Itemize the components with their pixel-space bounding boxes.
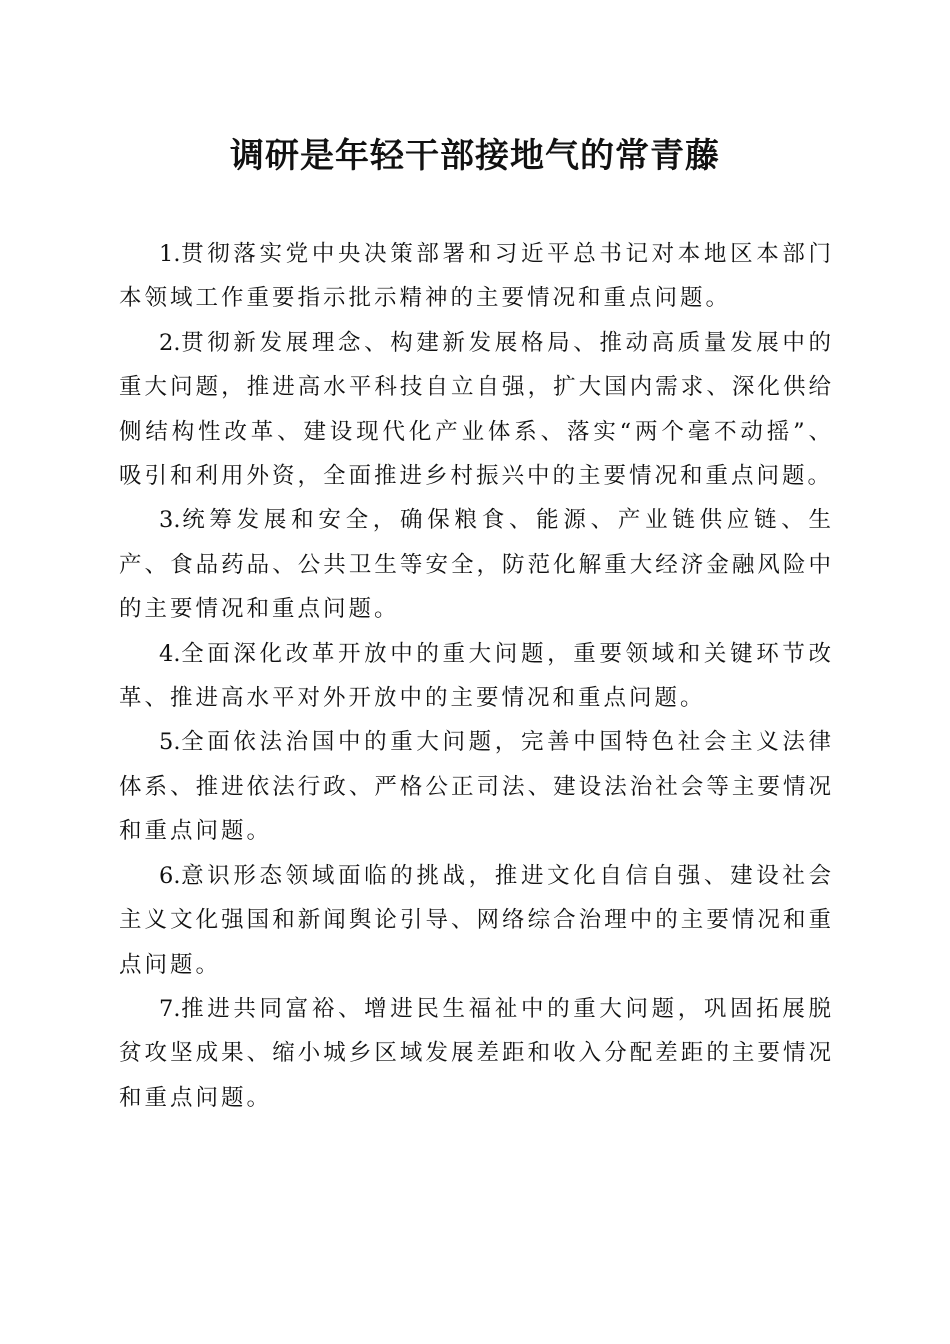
list-item bbox=[119, 854, 834, 987]
list-item bbox=[119, 321, 834, 499]
list-item bbox=[119, 632, 834, 721]
document-body bbox=[119, 232, 834, 1120]
list-item bbox=[119, 498, 834, 631]
item-number: 5. bbox=[159, 729, 181, 756]
list-item bbox=[119, 720, 834, 853]
document-title: 调研是年轻干部接地气的常青藤 bbox=[230, 136, 720, 176]
list-item bbox=[119, 232, 834, 321]
item-number: 6. bbox=[159, 862, 181, 889]
item-text: 统筹发展和安全，确保粮食、能源、产业链供应链、生产、食品药品、公共卫生等安全，防范化解重大经济金融风险中的主要情况和重点问题。 bbox=[119, 507, 834, 623]
item-number: 4. bbox=[159, 640, 181, 667]
item-text: 贯彻落实党中央决策部署和习近平总书记对本地区本部门本领域工作重要指示批示精神的主要情况和重点问题。 bbox=[119, 241, 834, 312]
list-item bbox=[119, 987, 834, 1120]
item-text: 推进共同富裕、增进民生福祉中的重大问题，巩固拓展脱贫攻坚成果、缩小城乡区域发展差距和收入分配差距的主要情况和重点问题。 bbox=[119, 995, 834, 1111]
item-text: 全面深化改革开放中的重大问题，重要领域和关键环节改革、推进高水平对外开放中的主要情况和重点问题。 bbox=[119, 640, 834, 712]
item-text: 意识形态领域面临的挑战，推进文化自信自强、建设社会主义文化强国和新闻舆论引导、网络综合治理中的主要情况和重点问题。 bbox=[119, 862, 834, 978]
item-number: 2. bbox=[159, 329, 181, 356]
item-text: 全面依法治国中的重大问题，完善中国特色社会主义法律体系、推进依法行政、严格公正司法、建设法治社会等主要情况和重点问题。 bbox=[119, 729, 834, 845]
item-number: 1. bbox=[159, 241, 181, 267]
item-number: 7. bbox=[159, 995, 181, 1022]
item-text: 贯彻新发展理念、构建新发展格局、推动高质量发展中的重大问题，推进高水平科技自立自强，扩大国内需求、深化供给侧结构性改革、建设现代化产业体系、落实“两个毫不动摇”、吸引和利用外资，全面推进乡村振兴中的主要情况和重点问题。 bbox=[119, 329, 834, 490]
item-number: 3. bbox=[159, 507, 181, 534]
